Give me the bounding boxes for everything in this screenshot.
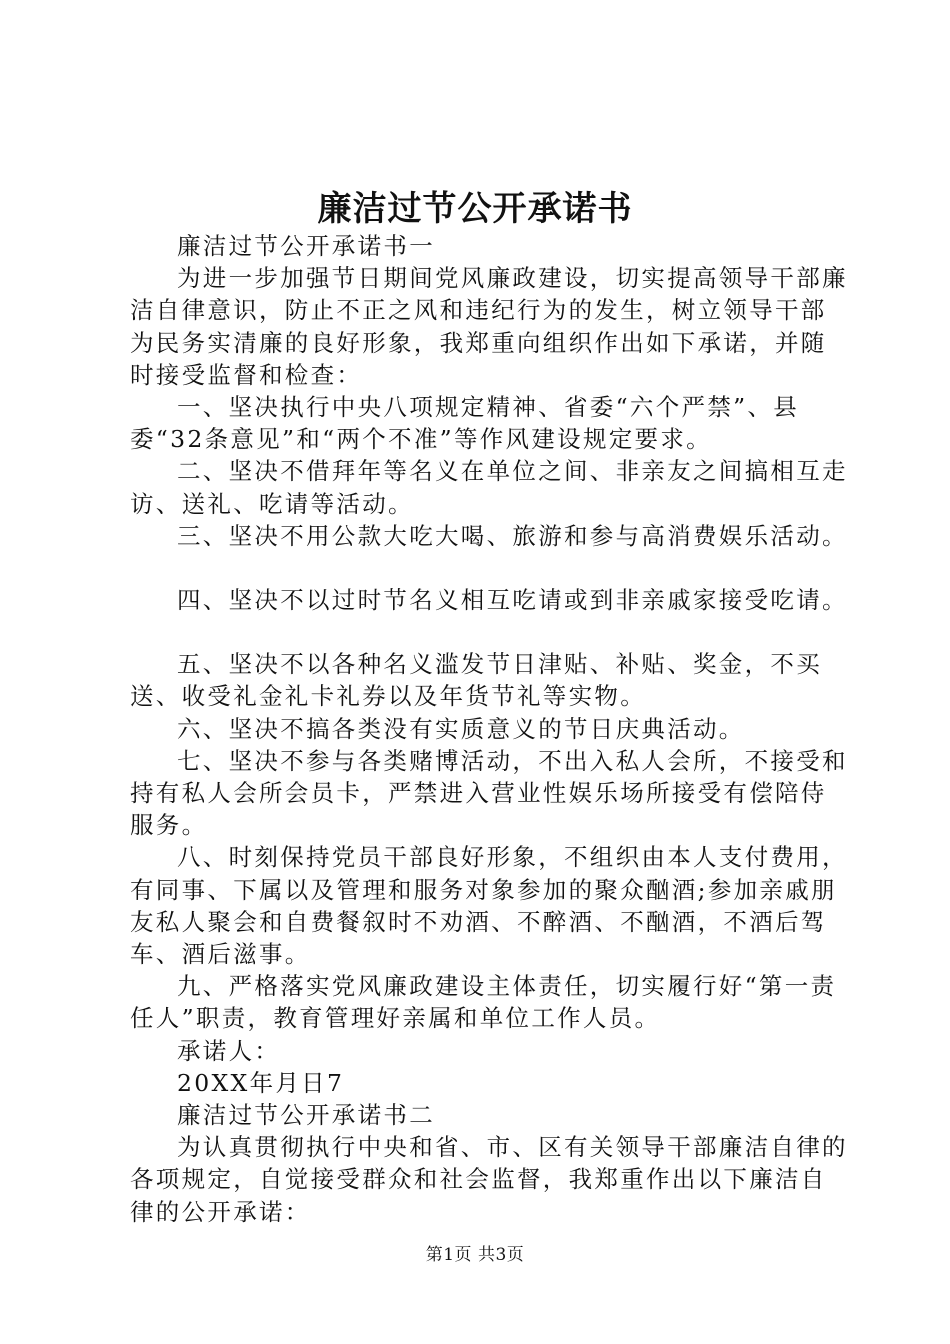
date-line: 20XX年月日7 [177,1068,345,1097]
document-body [130,230,850,1228]
paragraph-heading-2: 廉洁过节公开承诺书二 [177,1101,435,1130]
paragraph-item-4: 四、坚决不以过时节名义相互吃请或到非亲戚家接受吃请。 [177,586,848,615]
signature-label: 承诺人： [177,1036,281,1065]
paragraph-item-8: 八、时刻保持党员干部良好形象，不组织由本人支付费用，有同事、下属以及管理和服务对象参加的聚众酗酒;参加亲戚朋友私人聚会和自费餐叙时不劝酒、不醉酒、不酗酒，不酒后驾车、酒后滋事。 [130,843,848,969]
paragraph-item-5: 五、坚决不以各种名义滥发节日津贴、补贴、奖金，不买送、收受礼金礼卡礼券以及年货节礼等实物。 [130,650,822,711]
page-footer: 第1页 共3页 [425,1245,525,1265]
paragraph-item-3: 三、坚决不用公款大吃大喝、旅游和参与高消费娱乐活动。 [177,521,848,550]
paragraph-item-1: 一、坚决执行中央八项规定精神、省委“六个严禁”、县委“32条意见”和“两个不准”等作风建设规定要求。 [130,393,800,454]
paragraph-intro: 为进一步加强节日期间党风廉政建设，切实提高领导干部廉洁自律意识，防止不正之风和违纪行为的发生，树立领导干部为民务实清廉的良好形象，我郑重向组织作出如下承诺，并随时接受监督和检查： [130,264,848,389]
paragraph-item-6: 六、坚决不搞各类没有实质意义的节日庆典活动。 [177,714,745,743]
paragraph-intro-2: 为认真贯彻执行中央和省、市、区有关领导干部廉洁自律的各项规定，自觉接受群众和社会监督，我郑重作出以下廉洁自律的公开承诺： [130,1133,848,1226]
paragraph-item-7: 七、坚决不参与各类赌博活动，不出入私人会所，不接受和持有私人会所会员卡，严禁进入营业性娱乐场所接受有偿陪侍服务。 [130,746,848,840]
paragraph-heading-1: 廉洁过节公开承诺书一 [177,232,435,260]
paragraph-item-2: 二、坚决不借拜年等名义在单位之间、非亲友之间搞相互走访、送礼、吃请等活动。 [130,457,848,518]
paragraph-item-9: 九、严格落实党风廉政建设主体责任，切实履行好“第一责任人”职责，教育管理好亲属和单位工作人员。 [130,972,837,1033]
document-title: 廉洁过节公开承诺书 [317,189,633,229]
